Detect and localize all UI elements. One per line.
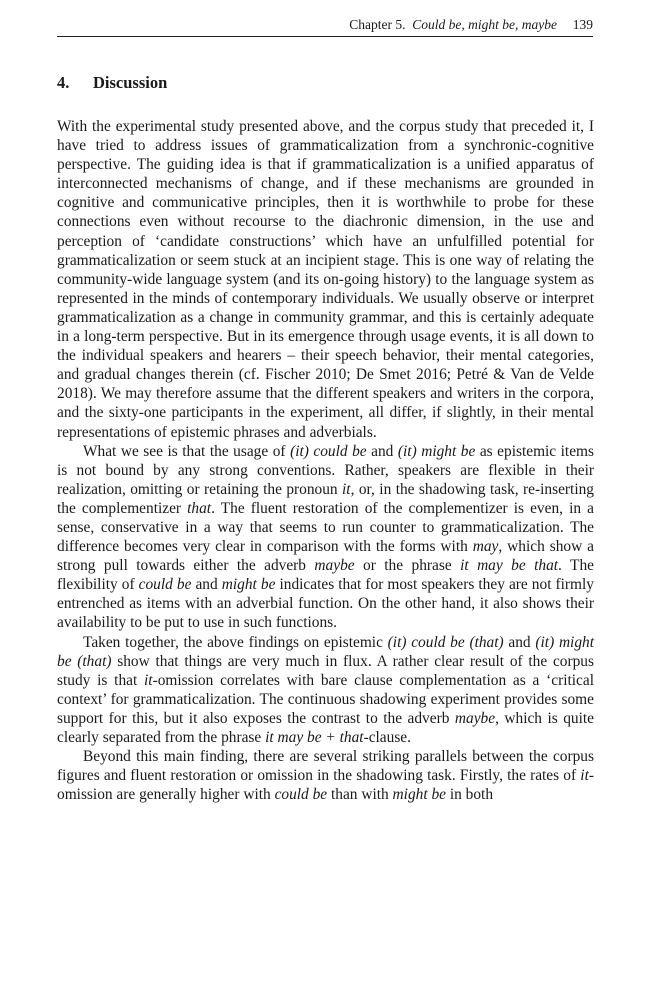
text-run: indicates that for most speakers they are not firmly entrenched as items with an adverbial function. On the other hand, it also shows their availability to be put to use in such functions. (57, 576, 595, 632)
body-text (57, 117, 594, 804)
text-run: , which is quite clearly separated from the phrase (57, 709, 595, 746)
section-title: Discussion (93, 73, 168, 92)
italic-text: it may be that (460, 557, 559, 575)
running-head (57, 14, 593, 37)
paragraph (57, 633, 594, 748)
text-run: and (191, 576, 222, 594)
text-run: Beyond this main finding, there are several striking parallels between the corpus figures and fluent restoration or omission in the shadowing task. Firstly, the rates of (57, 748, 594, 785)
italic-text: could be (138, 576, 192, 594)
section-heading (57, 73, 167, 93)
text-run: as epistemic items is not bound by any strong conventions. Rather, speakers are flexible in their realization, omitting or retaining the pronoun (57, 442, 595, 498)
italic-text: might be (221, 576, 276, 594)
italic-text: (it) could be (that) (387, 633, 504, 651)
italic-text: could be (274, 786, 328, 804)
italic-text: might be (392, 786, 446, 804)
paragraph (57, 747, 594, 804)
italic-text: it (580, 767, 589, 785)
paragraph (57, 442, 594, 633)
text-run: , or, in the shadowing task, re-inserting the complementizer (57, 480, 594, 517)
text-run: . The flexibility of (57, 557, 594, 594)
text-run: in both (445, 786, 494, 804)
text-run: -omission correlates with bare clause complementation as a ‘critical context’ for grammaticalization. The continuous shadowing experiment provides some support for this, but it also exposes the contrast to the adverb (57, 671, 594, 727)
italic-text: it may be + that (265, 729, 364, 746)
text-run: than with (327, 786, 393, 804)
text-run: or the phrase (354, 557, 461, 575)
italic-text: (it) could be (290, 442, 367, 460)
text-run: and (503, 633, 536, 651)
text-run: . The fluent restoration of the complementizer is even, in a sense, conservative in a way that seems to run counter to grammaticalization. The difference becomes very clear in comparison with the forms with (57, 499, 594, 556)
chapter-title: Chapter 5. Could be, might be, maybe (349, 17, 557, 32)
text-run: and (366, 442, 398, 460)
text-run: -omission are generally higher with (57, 767, 594, 804)
italic-text: may (472, 538, 499, 556)
section-number: 4. (57, 73, 70, 92)
italic-text: maybe (454, 709, 496, 727)
italic-text: (it) might be (that) (57, 633, 595, 670)
italic-text: it (144, 671, 153, 689)
paragraph (57, 117, 594, 442)
text-run: , which show a strong pull towards either the adverb (57, 538, 594, 575)
text-run: What we see is that the usage of (83, 442, 291, 460)
text-run: With the experimental study presented above, and the corpus study that preceded it, I have tried to address issues of grammaticalization from a synchronic-cognitive perspective. The guiding idea is that if grammaticalization is a unified apparatus of interconnected mechanisms of change, and if these mechanisms are grounded in cognitive and communicative principles, then it is worthwhile to probe for these connections even without recourse to the diachronic dimension, in the use and perception of ‘candidate constructions’ which have an unfulfilled potential for grammaticalization or seem stuck at an incipient stage. This is one way of relating the community-wide language system (and its on-going history) to the language system as represented in the minds of contemporary individuals. We usually observe or interpret grammaticalization as a change in community grammar, and this is certainly adequate in a long-term perspective. But in its emergence through usage events, it is all down to the individual speakers and hearers – their speech behavior, their mental categories, and gradual changes therein (cf. Fischer 2010; De Smet 2016; Petré & Van de Velde 2018). We may therefore assume that the different speakers and writers in the corpora, and the sixty-one participants in the experiment, all differ, if slightly, in their mental representations of epistemic phrases and adverbials. (57, 118, 594, 441)
italic-text: maybe (314, 557, 355, 575)
text-run: -clause. (363, 729, 411, 746)
italic-text: (it) might be (397, 442, 476, 460)
page-number: 139 (572, 17, 593, 32)
text-run: Taken together, the above findings on epistemic (83, 633, 388, 651)
italic-text: that (187, 499, 212, 517)
text-run: show that things are very much in flux. A rather clear result of the corpus study is that (57, 652, 594, 689)
italic-text: it (342, 480, 351, 498)
